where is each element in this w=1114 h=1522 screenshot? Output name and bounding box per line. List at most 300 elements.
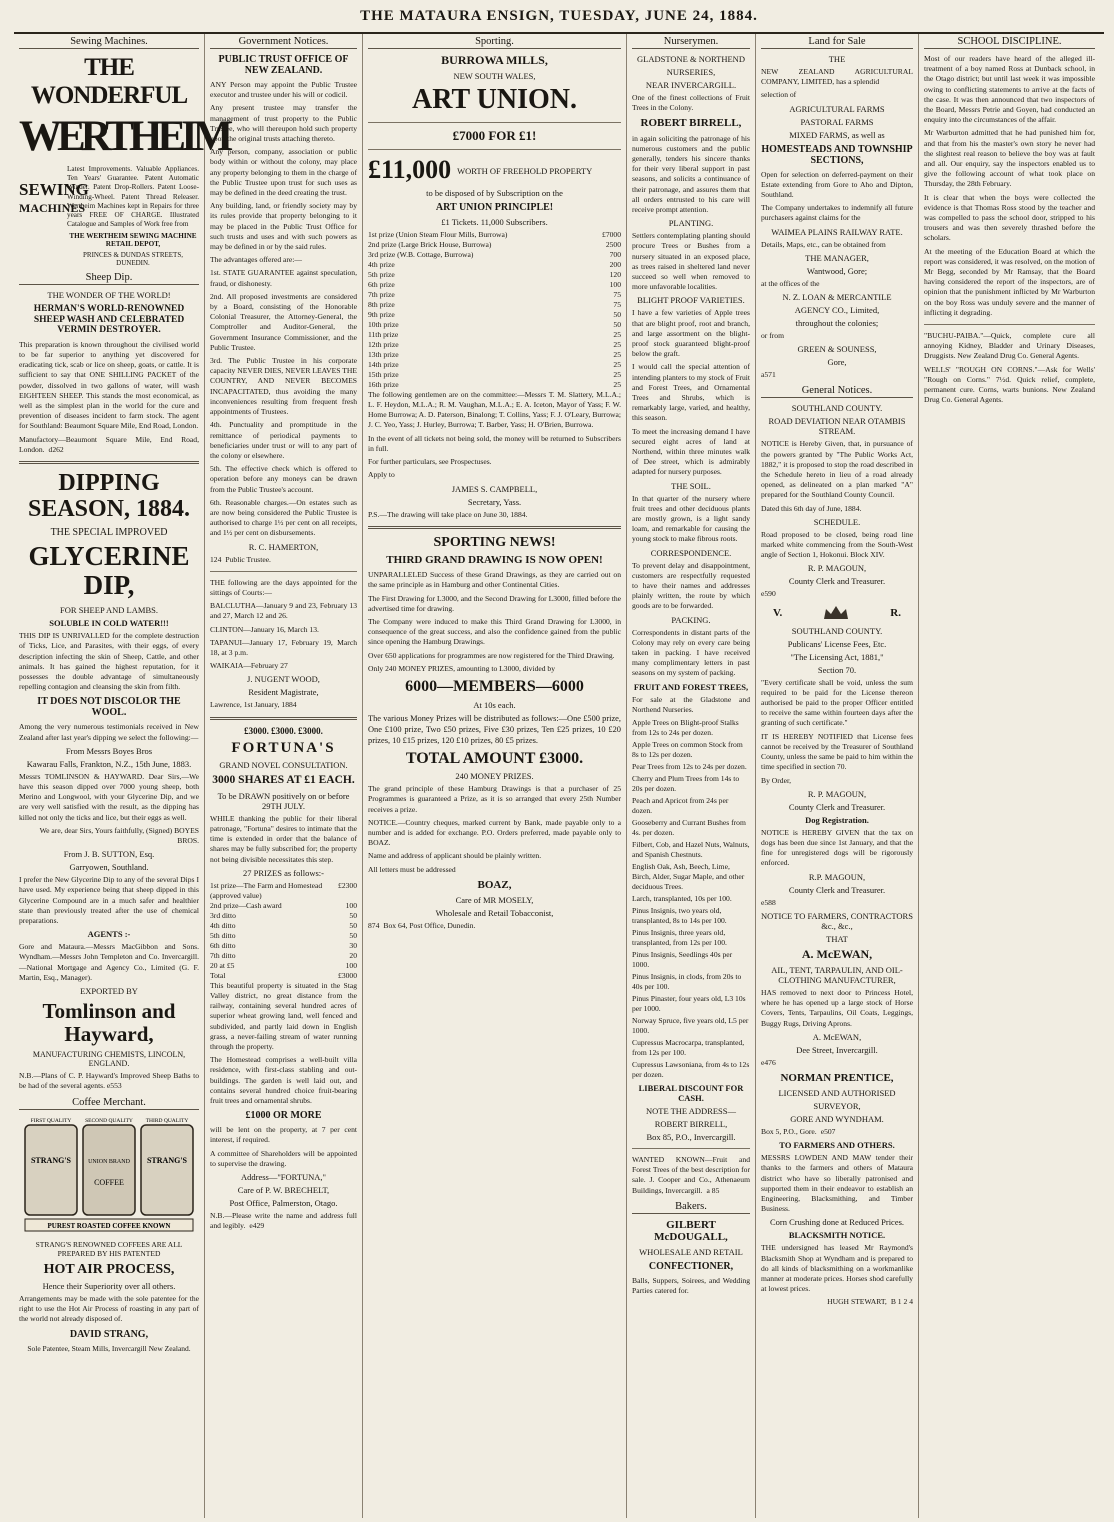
first-drawing-text: The First Drawing for L3000, and the Second Drawing for L3000, filled before the advertised time for drawing. xyxy=(368,593,621,613)
wertheim-description: Latest Improvements. Valuable Appliances. Ten Years' Guarantee. Patent Automatic Winder. Patent Drop-Rollers. Patent Loose-Winding-Wheel. Patent Thread Releaser. Wertheim Machines kept in Repairs for three years FREE OF CHARGE. Illustrated Catalogue and Samples of Work free from xyxy=(67,165,199,229)
prize-amount: 100 xyxy=(609,279,621,289)
advantages-heading: The advantages offered are:— xyxy=(210,255,302,265)
prize-label: 4th prize xyxy=(368,259,395,269)
hot-air-heading: HOT AIR PROCESS, xyxy=(43,1261,175,1277)
divider xyxy=(368,526,621,529)
prize-label: 16th prize xyxy=(368,379,399,389)
names-text: Name and address of applicant should be plainly written. xyxy=(368,851,542,861)
label-coffee: COFFEE xyxy=(94,1177,124,1187)
to-farmers: TO FARMERS AND OTHERS. xyxy=(779,1140,895,1151)
demand-text: To meet the increasing demand I have secured eight acres of land at Northend, within three minutes walk of Dee street, which is admirably adapted for nursery purposes. xyxy=(632,426,750,477)
advantage-6: 6th. Reasonable charges.—On estates such as are now being considered the Public Trustee is authorised to charge 1½ per cent on all receipts, and 1½ per cent on disbursements. xyxy=(210,497,357,538)
trust-paragraph-2: Any present trustee may transfer the management of trust property to the Public Trustee, who will thereupon hold such property upon the original trusts attaching thereto. xyxy=(210,103,357,144)
divider xyxy=(632,1148,750,1149)
dated-line: Dated this 6th day of June, 1884. xyxy=(761,503,862,513)
prize-amount: 2500 xyxy=(605,239,621,249)
licensing-act: "The Licensing Act, 1881," xyxy=(790,651,884,662)
hamerton: R. C. HAMERTON, xyxy=(248,541,319,552)
masthead xyxy=(14,4,1104,34)
planting-text: Settlers contemplating planting should procure Trees or Bushes from a nursery situated in an exposed place, as trees raised in sheltered land never succeed so well when removed to more unfavorable localities. xyxy=(632,231,750,292)
sutton-from: From J. B. SUTTON, Esq. xyxy=(63,849,155,860)
trust-paragraph-3: Any person, company, association or public body within or without the colony, may place any property belonging to them in the charge of the Public Trustee upon trust for such uses as may be defined in the deed creating the trust. xyxy=(210,147,357,198)
county-clerk-3: County Clerk and Treasurer. xyxy=(788,884,886,895)
selection-of: selection of xyxy=(761,90,797,100)
wells-ad: WELLS' "ROUGH ON CORNS."—Ask for Wells' "Rough on Corns." 7½d. Quick relief, complete, permanent cure. Corns, warts bunions. New Zealand Drug Co. General Agents. xyxy=(924,364,1095,405)
burrowa-mills: BURROWA MILLS, xyxy=(441,53,548,67)
prize-label: 7th ditto xyxy=(210,950,236,960)
homestead-text: The Homestead comprises a well-built villa residence, with first-class stabling and out-buildings. The garden is well laid out, and contains several hundred choice fruit-bearing fruit trees and ornamental shrubs. xyxy=(210,1055,357,1105)
various-prizes: The various Money Prizes will be distributed as follows:—One £500 prize, One £100 prize, Two £50 prizes, Five £30 prizes, Ten £25 prizes, 10 £20 prizes, 10 £15 prizes, 120 £10 prizes, 80 £5 prizes. xyxy=(368,713,621,745)
school-paragraph-3: It is clear that when the boys were collected the evidence is that Thomas Ross stood by the teacher and was compelled to pass the school door, stripped to his trousers and was then severely thrashed before the scholars. xyxy=(924,192,1095,243)
label-second-quality: SECOND QUALITY xyxy=(85,1117,133,1124)
prize-label: 5th prize xyxy=(368,269,395,279)
tree-price-item: Cupressus Macrocarpa, transplanted, from 12s per 100. xyxy=(632,1038,745,1058)
schedule-text: Road proposed to be closed, being road line marked white commencing from the South-West angle of Section 1, Hokonui. Block XIV. xyxy=(761,529,913,560)
green-souness: GREEN & SOUNESS, xyxy=(797,344,877,355)
tree-price-item: Pinus Insignis, Seedlings 40s per 1000. xyxy=(632,950,733,970)
dog-registration: Dog Registration. xyxy=(805,814,869,825)
wertheim-depot: THE WERTHEIM SEWING MACHINE RETAIL DEPOT, xyxy=(69,232,197,249)
blight-text: I have a few varieties of Apple trees that are blight proof, root and branch, and large assortment on the blight-proof stock guaranteed blight-proof below the graft. xyxy=(632,308,750,359)
dee-street: Dee Street, Invercargill. xyxy=(796,1044,878,1055)
coffee-tins-illustration xyxy=(19,1115,200,1233)
nz-agricultural: NEW ZEALAND AGRICULTURAL COMPANY, LIMITED, has a splendid xyxy=(761,67,913,87)
sporting-news: SPORTING NEWS! xyxy=(433,534,556,550)
column-government xyxy=(205,34,363,1518)
shares-line: 3000 SHARES AT £1 EACH. xyxy=(212,774,355,787)
prize-row xyxy=(368,250,621,260)
trust-paragraph-4: Any building, land, or friendly society may by its rules provide that property belonging to it may be placed in the Public Trust Office for such trusts and uses and with such powers as may be defined in or by the said rules. xyxy=(210,201,357,252)
prize-row xyxy=(368,330,621,340)
prize-label: 10th prize xyxy=(368,319,399,329)
addressed-to: All letters must be addressed xyxy=(368,864,456,874)
prize-amount: 200 xyxy=(609,259,621,269)
divider xyxy=(210,571,357,572)
nurseries: NURSERIES, xyxy=(666,67,716,77)
prize-row xyxy=(368,230,621,240)
label-strang-1: STRANG'S xyxy=(30,1155,72,1165)
prize-amount: 120 xyxy=(609,269,621,279)
mcewan: A. McEWAN, xyxy=(801,946,873,961)
magoun-3: R.P. MAGOUN, xyxy=(808,871,866,882)
gore-wyndham: GORE AND WYNDHAM. xyxy=(790,1114,884,1125)
ps-line: P.S.—The drawing will take place on June 30, 1884. xyxy=(368,509,528,519)
agency-co: AGENCY CO., Limited, xyxy=(794,305,880,316)
prize-amount: 50 xyxy=(613,319,621,329)
tree-price-list xyxy=(632,718,750,1080)
discolor-heading: IT DOES NOT DISCOLOR THE WOOL. xyxy=(37,696,181,719)
prize-row xyxy=(368,310,621,320)
sewing-machines-label: SEWING MACHINES xyxy=(19,180,89,215)
section-nurserymen: Nurserymen. xyxy=(632,34,750,49)
prize-row xyxy=(368,300,621,310)
prize-amount: £7000 xyxy=(602,229,621,239)
prize-label: 1st prize—The Farm and Homestead (approved value) xyxy=(210,880,323,900)
only-line: Only 240 MONEY PRIZES, amounting to L3000, divided by xyxy=(368,663,556,673)
court-intro: THE following are the days appointed for the sittings of Courts:— xyxy=(210,577,357,597)
prize-label: 14th prize xyxy=(368,359,399,369)
committee-text: A committee of Shareholders will be appointed to supervise the drawing. xyxy=(210,1148,357,1168)
herman-description: This preparation is known throughout the civilised world to be far superior to anything yet discovered for eradicating tick, scab or lice on sheep, goats, or cattle. It is sufficient to say that ONE SHILLING PACKET of the powder, dissolved in two gallons of water, will wash EIGHTEEN SHEEP. This stands the most economical, as well as the simplest plan in the world for the cure and prevention of diseases incident to farm stock. The agent for Southland: Beaumont Square Mile, End Road, London. xyxy=(19,339,199,431)
column-land-general xyxy=(756,34,919,1518)
tree-price-item: Pinus Insignis, three years old, transplanted, from 12s per 100. xyxy=(632,928,727,948)
prize-row xyxy=(210,961,357,971)
tree-price-item: English Oak, Ash, Beech, Lime, Birch, Alder, Sugar Maple, and other deciduous Trees. xyxy=(632,862,745,892)
prize-row xyxy=(368,380,621,390)
blacksmith-heading: BLACKSMITH NOTICE. xyxy=(788,1230,886,1241)
prize-amount: 25 xyxy=(613,339,621,349)
from-boyes: From Messrs Boyes Bros xyxy=(65,745,153,756)
coffee-tin-1 xyxy=(25,1125,77,1215)
label-strang-3: STRANG'S xyxy=(146,1155,188,1165)
section-sheep-dip: Sheep Dip. xyxy=(19,270,199,285)
southland-county: SOUTHLAND COUNTY. xyxy=(791,403,883,414)
prize-row xyxy=(368,370,621,380)
wertheim-address: PRINCES & DUNDAS STREETS, DUNEDIN. xyxy=(83,251,183,268)
column-sporting xyxy=(363,34,627,1518)
details-line: Details, Maps, etc., can be obtained from xyxy=(761,239,886,249)
southland-county-2: SOUTHLAND COUNTY. xyxy=(791,625,883,636)
prize-amount: 50 xyxy=(613,309,621,319)
prize-row xyxy=(210,951,357,961)
dip-description: THIS DIP IS UNRIVALLED for the complete destruction of Ticks, Lice, and Parasites, with their eggs, of every description infecting the skin of Sheep, Cattle, and other animals. It has gained the highest reputation, for it possesses the double advantage of simultaneously repelling contagion and cleansing the skin from filth. xyxy=(19,631,199,692)
packing-heading: PACKING. xyxy=(671,614,711,625)
label-union-brand: UNION BRAND xyxy=(88,1158,130,1165)
coffee-tin-3 xyxy=(141,1125,193,1215)
property-text: This beautiful property is situated in the Stag Valley district, no great distance from the railway, containing several hundred acres of superior wheat growing land, well fenced and subdivided, and partly laid down in English grass, a never-failing stream of water running through the property. xyxy=(210,980,357,1051)
special-improved: THE SPECIAL IMPROVED xyxy=(50,526,168,538)
section-sewing: Sewing Machines. xyxy=(19,34,199,49)
code-e588: e588 xyxy=(761,897,776,907)
box-5: Box 5, P.O., Gore. e507 xyxy=(761,1127,836,1137)
advantage-1: 1st. STATE GUARANTEE against speculation, fraud, or dishonesty. xyxy=(210,268,357,288)
mcewan-text: HAS removed to next door to Princess Hotel, where he has opened up a large stock of Horse Covers, Tents, Tarpaulins, Oil Coats, Leggings, Buggy Rugs, Driving Aprons. xyxy=(761,987,913,1028)
magoun-2: R. P. MAGOUN, xyxy=(807,788,867,799)
buchu-ad: "BUCHU-PAIBA."—Quick, complete cure all annoying Kidney, Bladder and Urinary Diseases, Druggists. New Zealand Drug Co. General Agents. xyxy=(924,331,1095,361)
wantwood: Wantwood, Gore; xyxy=(806,265,868,276)
committee-members: The following gentlemen are on the committee:—Messrs T. M. Slattery, M.L.A.; L. F. Heydon, M.L.A.; R. M. Vaughan, M.L.A.; E. A. Iceton, Mayor of Yass; F. W. Home Burrowa; A. D. Paterson, Binalong; T. Collins, Yass; F. J. O'Leary, Burrowa; J. C. Yeo, Yass; J. Hurley, Burrowa; T. Barber, Yass; H. O'Brien, Burrowa. xyxy=(368,389,621,430)
prize-label: 4th ditto xyxy=(210,920,236,930)
tree-price-item: Peach and Apricot from 24s per dozen. xyxy=(632,796,729,816)
gilbert-mcdougall: GILBERT McDOUGALL, xyxy=(654,1218,728,1243)
prize-label: Total xyxy=(210,970,226,980)
tree-price-item: Pinus Pinaster, four years old, L3 10s per 1000. xyxy=(632,994,746,1014)
wonder-line: THE WONDER OF THE WORLD! xyxy=(47,290,171,301)
that-line: THAT xyxy=(826,933,848,944)
prize-amount: 20 xyxy=(349,950,357,960)
crown-icon xyxy=(821,603,851,623)
blight-heading: BLIGHT PROOF VARIETIES. xyxy=(637,295,745,306)
court-balclutha: BALCLUTHA—January 9 and 23, February 13 and 27, March 12 and 26. xyxy=(210,601,357,621)
prize-amount: 30 xyxy=(349,940,357,950)
exported-by: EXPORTED BY xyxy=(80,986,138,996)
principle-text: The grand principle of these Hamburg Drawings is that a purchaser of 25 Programmes is guaranteed a Prize, as it is so arranged that every 25th Number receives a prize. xyxy=(368,784,621,814)
blacksmith-text: THE undersigned has leased Mr Raymond's Blacksmith Shop at Wyndham and is prepared to do all kinds of blacksmithing on a workmanlike manner at moderate prices. Horses shod carefully at lowest prices. xyxy=(761,1243,913,1294)
prize-amount: £3000 xyxy=(338,970,357,980)
finest-line: One of the finest collections of Fruit Trees in the Colony. xyxy=(632,93,750,113)
prizes-heading: 27 PRIZES as follows:- xyxy=(243,867,324,878)
fortuna-address: Address—"FORTUNA," xyxy=(240,1171,327,1182)
nugent-wood: J. NUGENT WOOD, xyxy=(247,674,320,685)
burrowa-prize-list xyxy=(368,230,621,390)
birrell-name: ROBERT BIRRELL, xyxy=(654,1119,728,1130)
tree-price-item: Pinus Insignis, two years old, transplanted, 8s to 14s per 100. xyxy=(632,906,727,926)
tomlinson-letter: Messrs TOMLINSON & HAYWARD. Dear Sirs,—We have this season dipped over 7000 young sheep, both Merino and Longwool, with your Glycerine Dip, and we are very well satisfied with the result, as the dipping has killed not only the ticks and lice, but their eggs as well. xyxy=(19,771,199,822)
sutton-text: I prefer the New Glycerine Dip to any of the several Dips I have used. My experience being that sheep dipped in this Glycerine Compound are in a much safer and healthier state than previously treated after the use of chemical preparations. xyxy=(19,875,199,925)
school-paragraph-4: At the meeting of the Education Board at which the report was considered, it was resolved, on the motion of Mr Begg, seconded by Mr Ramsay, that the Board having considered the report of the inspectors, are of opinion that the punishment inflicted by Mr Warburton on the boy Ross was unduly severe and the manner of inflicting it degrading. xyxy=(924,246,1095,317)
prize-row xyxy=(210,911,357,921)
the-manager: THE MANAGER, xyxy=(805,252,869,263)
near-invercargill: NEAR INVERCARGILL. xyxy=(645,80,737,90)
prize-amount: 50 xyxy=(349,920,357,930)
soil-heading: THE SOIL. xyxy=(671,480,711,491)
by-order: By Order, xyxy=(761,775,792,785)
third-drawing: THIRD GRAND DRAWING IS NOW OPEN! xyxy=(386,554,603,567)
waimea-rate: WAIMEA PLAINS RAILWAY RATE. xyxy=(771,226,903,237)
section-land: Land for Sale xyxy=(761,34,913,49)
boyes-location: Kawarau Falls, Frankton, N.Z., 15th June, 1883. xyxy=(26,758,192,769)
divider xyxy=(19,461,199,464)
section-coffee: Coffee Merchant. xyxy=(19,1095,199,1110)
company-text: The Company undertakes to indemnify all future purchasers against claims for the xyxy=(761,203,913,223)
worth-free: WORTH OF FREEHOLD PROPERTY xyxy=(457,165,593,176)
prize-row xyxy=(210,971,357,981)
prize-amount: 50 xyxy=(349,930,357,940)
prize-amount: 75 xyxy=(613,299,621,309)
mixed-farms: MIXED FARMS, as well as xyxy=(789,129,885,140)
lawrence-date: Lawrence, 1st January, 1884 xyxy=(210,700,297,710)
nb-note: N.B.—Please write the name and address full and legibly. e429 xyxy=(210,1210,357,1231)
sole-patentee: Sole Patentee, Steam Mills, Invercargill New Zealand. xyxy=(27,1343,191,1353)
prize-amount: 700 xyxy=(609,249,621,259)
for-sheep-line: FOR SHEEP AND LAMBS. xyxy=(60,605,158,616)
section-government: Government Notices. xyxy=(210,34,357,49)
thousand-text: will be lent on the property, at 7 per cent interest, if required. xyxy=(210,1125,357,1145)
court-tapanui: TAPANUI—January 17, February 19, March 18, at 3 p.m. xyxy=(210,637,357,657)
third-drawing-text: The Company were induced to make this Third Grand Drawing for L3000, in consequence of the great success, and also the confidence gained from the public since opening the Hamburg Drawings. xyxy=(368,617,621,647)
trust-paragraph-1: ANY Person may appoint the Public Trustee executor and trustee under his will or codicil. xyxy=(210,80,357,100)
advantage-3: 3rd. The Public Trustee in his corporate capacity NEVER DIES, NEVER LEAVES THE COUNTRY, AND NEVER BECOMES INCAPACITATED, thus avoiding the many inconveniences resulting from frequent fresh appointments of Trustees. xyxy=(210,356,357,417)
fruit-heading: FRUIT AND FOREST TREES, xyxy=(633,681,749,692)
gladstone: GLADSTONE & NORTHEND xyxy=(637,54,745,64)
thousand-heading: £1000 OR MORE xyxy=(245,1110,322,1122)
arrangements-text: Arrangements may be made with the sole patentee for the right to use the Hot Air Process of roasting in any part of the world not already disposed of. xyxy=(19,1293,199,1324)
schedule-heading: SCHEDULE. xyxy=(813,516,861,527)
boyes-signature: We are, dear Sirs, Yours faithfully, (Signed) BOYES BROS. xyxy=(39,825,199,845)
label-purest: PUREST ROASTED COFFEE KNOWN xyxy=(47,1221,171,1230)
event-text: In the event of all tickets not being sold, the money will be returned to Subscribers in full. xyxy=(368,433,621,453)
prize-row xyxy=(368,280,621,290)
tree-price-item: Gooseberry and Currant Bushes from 4s. per dozen. xyxy=(632,818,746,838)
section-bakers: Bakers. xyxy=(632,1199,750,1214)
prize-amount: 25 xyxy=(613,379,621,389)
liberal-discount: LIBERAL DISCOUNT FOR CASH. xyxy=(638,1083,744,1104)
agents-list: Gore and Mataura.—Messrs MacGibbon and Sons. Wyndham.—Messrs John Templeton and Co. Invercargill.—National Mortgage and Agency Co., Limited (G. F. Martin, Esq., Manager). xyxy=(19,942,199,982)
prize-label: 11th prize xyxy=(368,329,399,339)
prize-label: 2nd prize (Large Brick House, Burrowa) xyxy=(368,239,492,249)
coffee-tin-2 xyxy=(83,1125,135,1215)
grand-consultation: GRAND NOVEL CONSULTATION. xyxy=(219,760,348,771)
the-line: THE xyxy=(828,54,846,64)
masthead-title: THE MATAURA ENSIGN, TUESDAY, JUNE 24, 1884. xyxy=(360,8,758,24)
superiority-line: Hence their Superiority over all others. xyxy=(42,1280,176,1291)
tree-price-item: Apple Trees on Blight-proof Stalks from 12s to 24s per dozen. xyxy=(632,718,739,738)
apply-line: Apply to xyxy=(368,470,395,480)
prize-label: 9th prize xyxy=(368,309,395,319)
new-south-wales: NEW SOUTH WALES, xyxy=(453,71,536,82)
column-nurseries xyxy=(627,34,756,1518)
tree-price-item: Apple Trees on common Stock from 8s to 12s per dozen. xyxy=(632,740,743,760)
prize-label: 2nd prize—Cash award xyxy=(210,900,282,910)
agricultural-farms: AGRICULTURAL FARMS xyxy=(789,103,885,114)
school-paragraph-1: Most of our readers have heard of the alleged ill-treatment of a boy named Ross at Dunback school, in the Otago district; but until last week it was impossible owing to conflicting statements to arrive at the facts of the case. It was then announced that two inspectors of the Board, Messrs Petrie and Goyen, had conducted an enquiry into the circumstances of the affair. xyxy=(924,54,1095,125)
divider xyxy=(924,324,1095,325)
every-certificate: "Every certificate shall be void, unless the sum required to be paid for the License thereon authorised be paid to the proper Officer entitled to receive the same within fourteen days after the granting of such certificate." xyxy=(761,677,913,728)
wholesale-tobacconist: Wholesale and Retail Tobacconist, xyxy=(435,907,554,918)
address-care: Care of P. W. BRECHELT, xyxy=(237,1184,330,1195)
manufacturing-chemists: MANUFACTURING CHEMISTS, LINCOLN, ENGLAND. xyxy=(32,1050,186,1069)
royal-crest: V. R. xyxy=(761,603,913,623)
confectioner: CONFECTIONER, xyxy=(648,1261,734,1273)
road-deviation: ROAD DEVIATION NEAR OTAMBIS STREAM. xyxy=(768,416,906,437)
total-amount: TOTAL AMOUNT £3000. xyxy=(405,749,584,767)
prize-amount: 25 xyxy=(613,369,621,379)
unparalleled-text: UNPARALLELED Success of these Grand Drawings, as they are carried out on the same principle as in Hamburg and other Continental Cities. xyxy=(368,570,621,590)
prize-amount: 50 xyxy=(349,910,357,920)
prize-label: 13th prize xyxy=(368,349,399,359)
pastoral-farms: PASTORAL FARMS xyxy=(800,116,874,127)
oilskin: AIL, TENT, TARPAULIN, AND OIL-CLOTHING MANUFACTURER, xyxy=(771,964,903,985)
divider xyxy=(368,122,621,123)
prize-row xyxy=(368,350,621,360)
prize-row xyxy=(368,240,621,250)
licensed: LICENSED AND AUTHORISED xyxy=(778,1088,896,1099)
box-85: Box 85, P.O., Invercargill. xyxy=(646,1132,736,1143)
advantage-4: 4th. Punctuality and promptitude in the remittance of periodical payments to beneficiaries under trust or will to any part of the colony or elsewhere. xyxy=(210,420,357,460)
prize-row xyxy=(210,931,357,941)
wertheim-main-heading: WERTHEIM xyxy=(19,113,229,160)
tree-price-item: Filbert, Cob, and Hazel Nuts, Walnuts, and Spanish Chestnuts. xyxy=(632,840,750,860)
herman-heading: HERMAN'S WORLD-RENOWNED SHEEP WASH AND CELEBRATED VERMIN DESTROYER. xyxy=(33,304,185,336)
prize-amount: 100 xyxy=(345,960,357,970)
eleven-thousand-block xyxy=(368,156,621,185)
wholesale-retail: WHOLESALE AND RETAIL xyxy=(639,1247,743,1258)
testimonial-intro: Among the very numerous testimonials received in New Zealand after last year's dipping we select the following:— xyxy=(19,722,199,742)
gore-line: Gore, xyxy=(827,357,847,368)
throughout-colonies: throughout the colonies; xyxy=(795,318,879,329)
code-e476: e476 xyxy=(761,1057,776,1067)
homesteads-heading: HOMESTEADS AND TOWNSHIP SECTIONS, xyxy=(761,143,913,166)
tree-price-item: Pear Trees from 12s to 24s per dozen. xyxy=(632,762,747,772)
for-sale: For sale at the Gladstone and Northend Nurseries. xyxy=(632,694,750,714)
prize-amount: 75 xyxy=(613,289,621,299)
dog-text: NOTICE is HEREBY GIVEN that the tax on dogs has been due since 1st January, and that the fine for unregistered dogs will be rigorously enforced. xyxy=(761,827,913,868)
prize-label: 3rd prize (W.B. Cottage, Burrowa) xyxy=(368,249,474,259)
corn-line: Corn Crushing done at Reduced Prices. xyxy=(769,1217,905,1228)
pounds-line: £3000. £3000. £3000. xyxy=(244,725,323,736)
or-from: or from xyxy=(761,331,784,341)
prize-label: 12th prize xyxy=(368,339,399,349)
label-first-quality: FIRST QUALITY xyxy=(30,1117,72,1124)
mcewan-sign: A. McEWAN, xyxy=(812,1031,862,1042)
prospectuses: For further particulars, see Prospectuses. xyxy=(368,457,492,467)
packing-text: Correspondents in distant parts of the Colony may rely on every care being taken in packing. I have received many complimentary letters in past seasons on my system of packing. xyxy=(632,627,750,678)
farmers-notice: NOTICE TO FARMERS, CONTRACTORS &c., &c., xyxy=(761,910,913,931)
herman-footer: Manufactory—Beaumont Square Mile, End Road, London. d262 xyxy=(19,434,199,454)
tomlinson-brand: Tomlinson and Hayward, xyxy=(42,999,176,1047)
prize-row xyxy=(368,290,621,300)
prize-row xyxy=(210,901,357,911)
correspondence-heading: CORRESPONDENCE. xyxy=(650,547,732,558)
prize-amount: 25 xyxy=(613,329,621,339)
prize-row xyxy=(210,921,357,931)
school-paragraph-2: Mr Warburton admitted that he had punished him for, and that from his the master's own story he never had the slightest real reason to believe the boy was at fault and all. Our enquiry, say the inspectors enabled us to give the following account of what took place on Thursday, the 28th February. xyxy=(924,128,1095,189)
prize-row xyxy=(368,260,621,270)
prize-label: 20 at £5 xyxy=(210,960,235,970)
balls-line: Balls, Suppers, Soirees, and Wedding Parties catered for. xyxy=(632,1276,750,1296)
art-union-heading: ART UNION. xyxy=(412,84,577,116)
court-waikaia: WAIKAIA—February 27 xyxy=(210,661,288,671)
boaz: BOAZ, xyxy=(477,878,512,891)
county-clerk-2: County Clerk and Treasurer. xyxy=(788,801,886,812)
prize-label: 6th prize xyxy=(368,279,395,289)
dipping-season-heading: DIPPING SEASON, 1884. xyxy=(27,469,191,523)
wertheim-block xyxy=(19,165,199,270)
eleven-thousand: £11,000 xyxy=(368,155,452,185)
open-text: Open for selection on deferred-payment on their Estate extending from Gore to Aho and Dipton, Southland. xyxy=(761,169,913,200)
prize-label: 8th prize xyxy=(368,299,395,309)
applications-text: Over 650 applications for programmes are now registered for the Third Drawing. xyxy=(368,650,615,660)
planting-heading: PLANTING. xyxy=(668,218,714,229)
prize-label: 5th ditto xyxy=(210,930,236,940)
david-strang: DAVID STRANG, xyxy=(69,1328,149,1340)
prize-row xyxy=(210,941,357,951)
secretary-yass: Secretary, Yass. xyxy=(467,496,522,507)
divider xyxy=(210,717,357,720)
lowden-text: MESSRS LOWDEN AND MAW tender their thanks to the farmers and others of Mataura district who have so liberally patronised and supported them in their endeavor to establish an Engineering, Blacksmithing, and Timber Business. xyxy=(761,1153,913,1214)
prize-row xyxy=(368,360,621,370)
fortuna-prize-list xyxy=(210,881,357,981)
sutton-location: Garryowen, Southland. xyxy=(69,862,149,873)
notice-text: NOTICE.—Country cheques, marked current by Bank, made payable only to a number and is added for exchange. P.O. Orders preferred, made payable only to BOAZ. xyxy=(368,817,621,848)
norman-prentice: NORMAN PRENTICE, xyxy=(780,1071,894,1084)
robert-birrell: ROBERT BIRRELL, xyxy=(640,117,742,130)
hereby-notified: IT IS HEREBY NOTIFIED that License fees cannot be received by the Treasurer of Southland County, unless the same be paid to him within the time specified in section 70. xyxy=(761,731,913,772)
prize-label: 6th ditto xyxy=(210,940,236,950)
surveyor: SURVEYOR, xyxy=(813,1101,861,1112)
prize-label: 7th prize xyxy=(368,289,395,299)
tickets-line: £1 Tickets. 11,000 Subscribers. xyxy=(441,216,548,227)
strang-heading: STRANG'S RENOWNED COFFEES ARE ALL PREPARED BY HIS PATENTED xyxy=(35,1239,183,1258)
column-school-discipline xyxy=(919,34,1100,1518)
note-address: NOTE THE ADDRESS— xyxy=(645,1106,737,1117)
resident-magistrate: Resident Magistrate, xyxy=(248,687,319,698)
prize-amount: 25 xyxy=(613,349,621,359)
county-clerk-1: County Clerk and Treasurer. xyxy=(788,576,886,587)
advantage-5: 5th. The effective check which is offered to operation before any moneys can be drawn from the Public Trustee's account. xyxy=(210,464,357,494)
tree-price-item: Cupressus Lawsoniana, from 4s to 12s per dozen. xyxy=(632,1060,750,1080)
prize-label: 3rd ditto xyxy=(210,910,236,920)
attention-text: I would call the special attention of intending planters to my stock of Fruit and Forest Trees, and Ornamental Trees and Shrubs, which is remarkably large, varied, and healthy, this season. xyxy=(632,362,750,423)
magoun-1: R. P. MAGOUN, xyxy=(807,563,867,574)
james-campbell: JAMES S. CAMPBELL, xyxy=(451,483,538,494)
drawn-line: To be DRAWN positively on or before 29TH JULY. xyxy=(217,790,350,811)
advantage-2: 2nd. All proposed investments are considered by a Board, consisting of the Honorable Colonial Treasurer, the Attorney-General, the Comptroller and Auditor-General, the Government Insurance Commissioner, and the Public Trustee. xyxy=(210,291,357,352)
public-trust-heading: PUBLIC TRUST OFFICE OF NEW ZEALAND. xyxy=(218,54,349,76)
offices-line: at the offices of the xyxy=(761,278,820,288)
prize-label: 15th prize xyxy=(368,369,399,379)
wertheim-top-heading: THE WONDERFUL xyxy=(30,54,188,109)
